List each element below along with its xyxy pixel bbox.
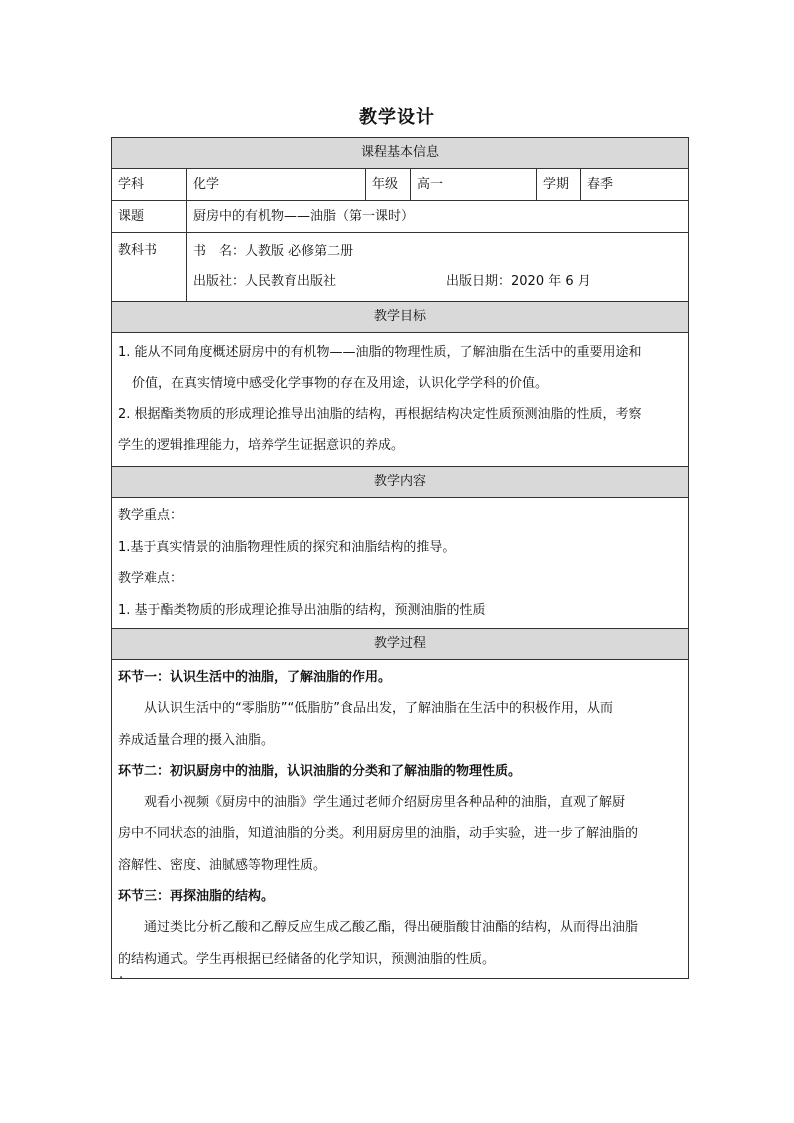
content-body	[112, 498, 689, 629]
content-row	[112, 498, 689, 629]
process-header-row	[112, 629, 689, 660]
process-header: 教学过程	[112, 629, 689, 660]
grade-value: 高一	[411, 169, 537, 201]
basic-info-header-row	[112, 138, 689, 169]
term-value: 春季	[581, 169, 689, 201]
goals-header: 教学目标	[112, 302, 689, 333]
content-header: 教学内容	[112, 467, 689, 498]
trailing-mark: .	[119, 967, 124, 982]
step-3-line-2: 的结构通式。学生再根据已经储备的化学知识，预测油脂的性质。	[118, 951, 496, 967]
goals-row	[112, 333, 689, 467]
topic-row	[112, 201, 689, 233]
step-1-line-2: 养成适量合理的摄入油脂。	[118, 732, 275, 748]
grade-label: 年级	[366, 169, 411, 201]
step-2-line-2: 房中不同状态的油脂，知道油脂的分类。利用厨房里的油脂，动手实验，进一步了解油脂的	[118, 826, 639, 842]
difficult-point-1: 1. 基于酯类物质的形成理论推导出油脂的结构，预测油脂的性质	[118, 602, 486, 618]
publisher: 出版社：人民教育出版社	[193, 274, 337, 289]
step-2-title: 环节二：初识厨房中的油脂，认识油脂的分类和了解油脂的物理性质。	[118, 763, 522, 779]
step-1-title: 环节一：认识生活中的油脂，了解油脂的作用。	[118, 670, 392, 685]
topic-value: 厨房中的有机物——油脂（第一课时）	[187, 201, 689, 233]
subject-value: 化学	[187, 169, 366, 201]
process-row	[112, 660, 689, 979]
goals-header-row	[112, 302, 689, 333]
goal-1-line-2: 价值，在真实情境中感受化学事物的存在及用途，认识化学学科的价值。	[132, 376, 549, 391]
publisher-line	[193, 267, 682, 297]
goal-2-line-2: 学生的逻辑推理能力，培养学生证据意识的养成。	[118, 438, 405, 453]
step-1-line-1: 从认识生活中的“零脂肪”“低脂肪”食品出发，了解油脂在生活中的积极作用，从而	[144, 701, 613, 717]
subject-grade-term-row	[112, 169, 689, 201]
basic-info-header: 课程基本信息	[112, 138, 689, 169]
textbook-row	[112, 233, 689, 302]
goal-1-line-1: 1. 能从不同角度概述厨房中的有机物——油脂的物理性质，了解油脂在生活中的重要用途和	[118, 345, 642, 360]
difficult-points-label: 教学难点：	[118, 571, 184, 586]
step-2-line-3: 溶解性、密度、油腻感等物理性质。	[118, 857, 327, 873]
publication-date: 出版日期：2020 年 6 月	[446, 274, 591, 289]
key-point-1: 1.基于真实情景的油脂物理性质的探究和油脂结构的推导。	[118, 539, 456, 555]
step-3-line-1: 通过类比分析乙酸和乙醇反应生成乙酸乙酯，得出硬脂酸甘油酯的结构，从而得出油脂	[144, 920, 639, 936]
step-2-line-1: 观看小视频《厨房中的油脂》学生通过老师介绍厨房里各种品种的油脂，直观了解厨	[144, 795, 626, 811]
subject-label: 学科	[112, 169, 187, 201]
textbook-info	[187, 233, 689, 302]
lesson-plan-table	[111, 137, 689, 979]
process-body	[112, 660, 689, 979]
key-points-label: 教学重点：	[118, 508, 184, 523]
textbook-label: 教科书	[112, 233, 187, 302]
goals-body	[112, 333, 689, 467]
document-title: 教学设计	[359, 107, 435, 128]
topic-label: 课题	[112, 201, 187, 233]
goal-2-line-1: 2. 根据酯类物质的形成理论推导出油脂的结构，再根据结构决定性质预测油脂的性质，考察	[118, 407, 642, 422]
content-header-row	[112, 467, 689, 498]
textbook-name: 书 名：人教版 必修第二册	[193, 244, 354, 259]
term-label: 学期	[537, 169, 581, 201]
step-3-title: 环节三：再探油脂的结构。	[118, 889, 275, 905]
